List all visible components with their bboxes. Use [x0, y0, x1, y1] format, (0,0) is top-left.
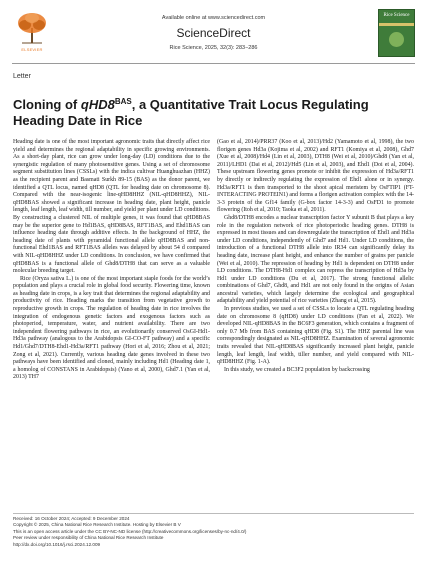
- availability-line: Available online at www.sciencedirect.com: [161, 15, 266, 21]
- title-line-1: [13, 97, 413, 113]
- article-category: Letter: [13, 73, 31, 80]
- publisher-logo-text: ELSEVIER: [21, 47, 43, 52]
- article-footer: [13, 516, 414, 548]
- footer-divider: [13, 513, 414, 514]
- body-paragraph: In previous studies, we used a set of CSSLs to locate a QTL regulating heading date on chromosome 8 (qHD8) under LD conditions (Fan et al, 2022). We developed NIL-qHD8BAS in the BC6F3 generation, which contains a fragment of only 0.7 Mb from BAS containing qHD8 (Fig. S1). The HHZ parental line was correspondingly designated as NIL-qHD8HHZ. Examination of several agronomic traits revealed that NIL-qHD8BAS significantly increased plant height, panicle length, leaf length, leaf width, tiller number, and yield compared with NIL-qHD8HHZ (Fig. 1-A).: [217, 306, 414, 366]
- header-divider: [12, 63, 415, 64]
- body-paragraph: Rice (Oryza sativa L.) is one of the most important staple foods for the world’s population and plays a crucial role in global food security. Flowering time, known as heading date in crops, is a key trait that determines the regional adaptability and productivity of rice. Heading marks the transition from vegetative growth to reproductive growth in crops. The regulation of heading date in rice involves the integration of endogenous genetic factors and exogenous factors such as photoperiod, temperature, water, and nutrient availability. There are two independent flowering pathways in rice, an evolutionarily conserved OsGI-Hd1-Hd3a pathway (analogous to the Arabidopsis GI-CO-FT pathway) and a specific Hd1/Ghd7/DTH8-Ehd1-Hd3a/RFT1 pathway (Hori et al, 2016; Zhou et al, 2021; Zong et al, 2021). Currently, various heading date genes involved in these two pathways have been identified and cloned, mainly including Hd1 (Heading date 1, a homolog of CONSTANS in Arabidopsis) (Yano et al, 2000), Ghd7.1 (Yan et al, 2013) TH7: [13, 275, 210, 381]
- received-accepted-dates: Received: 16 October 2024; Accepted: 9 December 2024: [13, 516, 130, 521]
- body-paragraph: Ghd8/DTH8 encodes a nuclear transcription factor Y subunit B that plays a key role in the regulation network of rice photoperiodic heading genes. DTH8 is expressed in most tissues and can downregulate the transcription of Ehd1 and Hd3a under LD conditions, independently of Ghd7 and Hd1. Under LD conditions, the introduction of a functional DTH8 allele into IR34 can significantly delay its heading date, increase plant height, and enhance the number of grains per panicle (Wei et al, 2010). The repression of heading by Hd1 is dependent on DTH8 under LD conditions. The DTH8-Hd1 complex can repress the transcription of Hd3a by Hd1 under LD conditions (Du et al, 2017). The strong functional allelic combinations of Ghd7, Ghd8, and Hd1 are not only found in the origins of Asian ancestral varieties, which largely determine the ecological and geographical adaptability and yield potential of rice varieties (Zhang et al, 2015).: [217, 214, 414, 305]
- title-gene-name: qHD8: [80, 97, 115, 112]
- cover-title: Rice Science: [383, 13, 410, 18]
- peer-review-line: Peer review under responsibility of China National Rice Research Institute: [13, 535, 164, 541]
- body-column-right: [217, 139, 414, 374]
- body-column-left: [13, 139, 210, 382]
- doi-link[interactable]: http://dx.doi.org/10.1016/j.rsci.2024.12.009: [13, 541, 101, 547]
- title-line-2: Heading Date in Rice: [13, 113, 143, 128]
- copyright-line: Copyright © 2025, China National Rice Research Institute. Hosting by Elsevier B V: [13, 522, 181, 528]
- title-prefix: Cloning of: [13, 97, 81, 112]
- cover-image: [389, 32, 404, 47]
- title-rest: , a Quantitative Trait Locus Regulating: [131, 97, 369, 112]
- license-line[interactable]: This is an open access article under the CC BY-NC-ND license (http://creativecommons.org/licenses/by-nc-nd/4.0/): [13, 528, 247, 534]
- cover-band: [379, 23, 414, 26]
- article-title: [13, 97, 413, 129]
- journal-citation: Rice Science, 2025, 32(3): 283−286: [169, 45, 258, 51]
- body-paragraph: In this study, we created a BC3F2 population by backcrossing: [224, 366, 370, 373]
- title-gene-superscript: BAS: [114, 97, 132, 106]
- body-paragraph: Heading date is one of the most important agronomic traits that directly affect rice yield and determines the regional adaptability in specific growing environments. As a short-day plant, rice can grow under long-day (LD) conditions due to the synergistic regulation of many photosensitive genes. Using a set of chromosome segment substitution lines (CSSLs) with the indica cultivar Huanghuazhan (HHZ) as the recipient parent and Basmati Surkh 89-15 (BAS) as the donor parent, we identified a QTL locus, named qHD8 (QTL for heading date on chromosome 8). Compared with the near-isogenic line-qHD8HHZ (NIL-qHD8HHZ), NIL-qHD8BAS showed a significant increase in heading date, plant height, panicle length, leaf length, leaf width, till number, and yield per plant under LD conditions. By constructing a clustered NIL of multiple genes, it was found that qHD8BAS may be the superior gene to Hd1BAS, qHD8BAS, RFT1BAS, and Ehd1BAS can influence heading date through additive effects. In the background of HHZ, the heading date of plants with pyramidal functional allele qHD8BAS and non-functional Ehd1BAS and RFT1BAS alleles was delayed by about 54 d compared with NIL-qHD8HHZ under LD conditions. In conclusion, we have confirmed that qHD8BAS is a functional allele of Ghd8/DTH8 that can serve as a valuable molecular breeding target.: [13, 139, 210, 275]
- body-paragraph: (Gao et al, 2014)/PRR37 (Koo et al, 2013)/Hd2 (Yamamoto et al, 1998), the two florigen genes Hd3a (Kojima et al, 2002) and RFT1 (Komiya et al, 2008), Ghd7 (Xue et al, 2008)/Hd4 (Lin et al, 2003), DTH8 (Wei et al, 2010)/Ghd8 (Yan et al, 2011)/LHD1 (Dai et al, 2012)/Hd5 (Lin et al, 2003), and Ehd1 (Doi et al, 2004). These upstream flowering genes promote or inhibit the expression of Hd3a/RFT1 by directly or indirectly regulating the expression of Ehd1 alone or in synergy. Hd3a/RFT1 is then transported to the shoot apical meristem by OsFTIP1 (FT-INTERACTING PROTEIN1) and forms a florigen activation complex with the 14-3-3 protein of the Gf14 family (G-box factor 14-3-3) and OsFD1 to promote flowering (Itoh et al, 2010; Taoka et al, 2011).: [217, 139, 414, 214]
- journal-name: ScienceDirect: [176, 26, 251, 40]
- journal-cover-thumbnail: [378, 9, 415, 57]
